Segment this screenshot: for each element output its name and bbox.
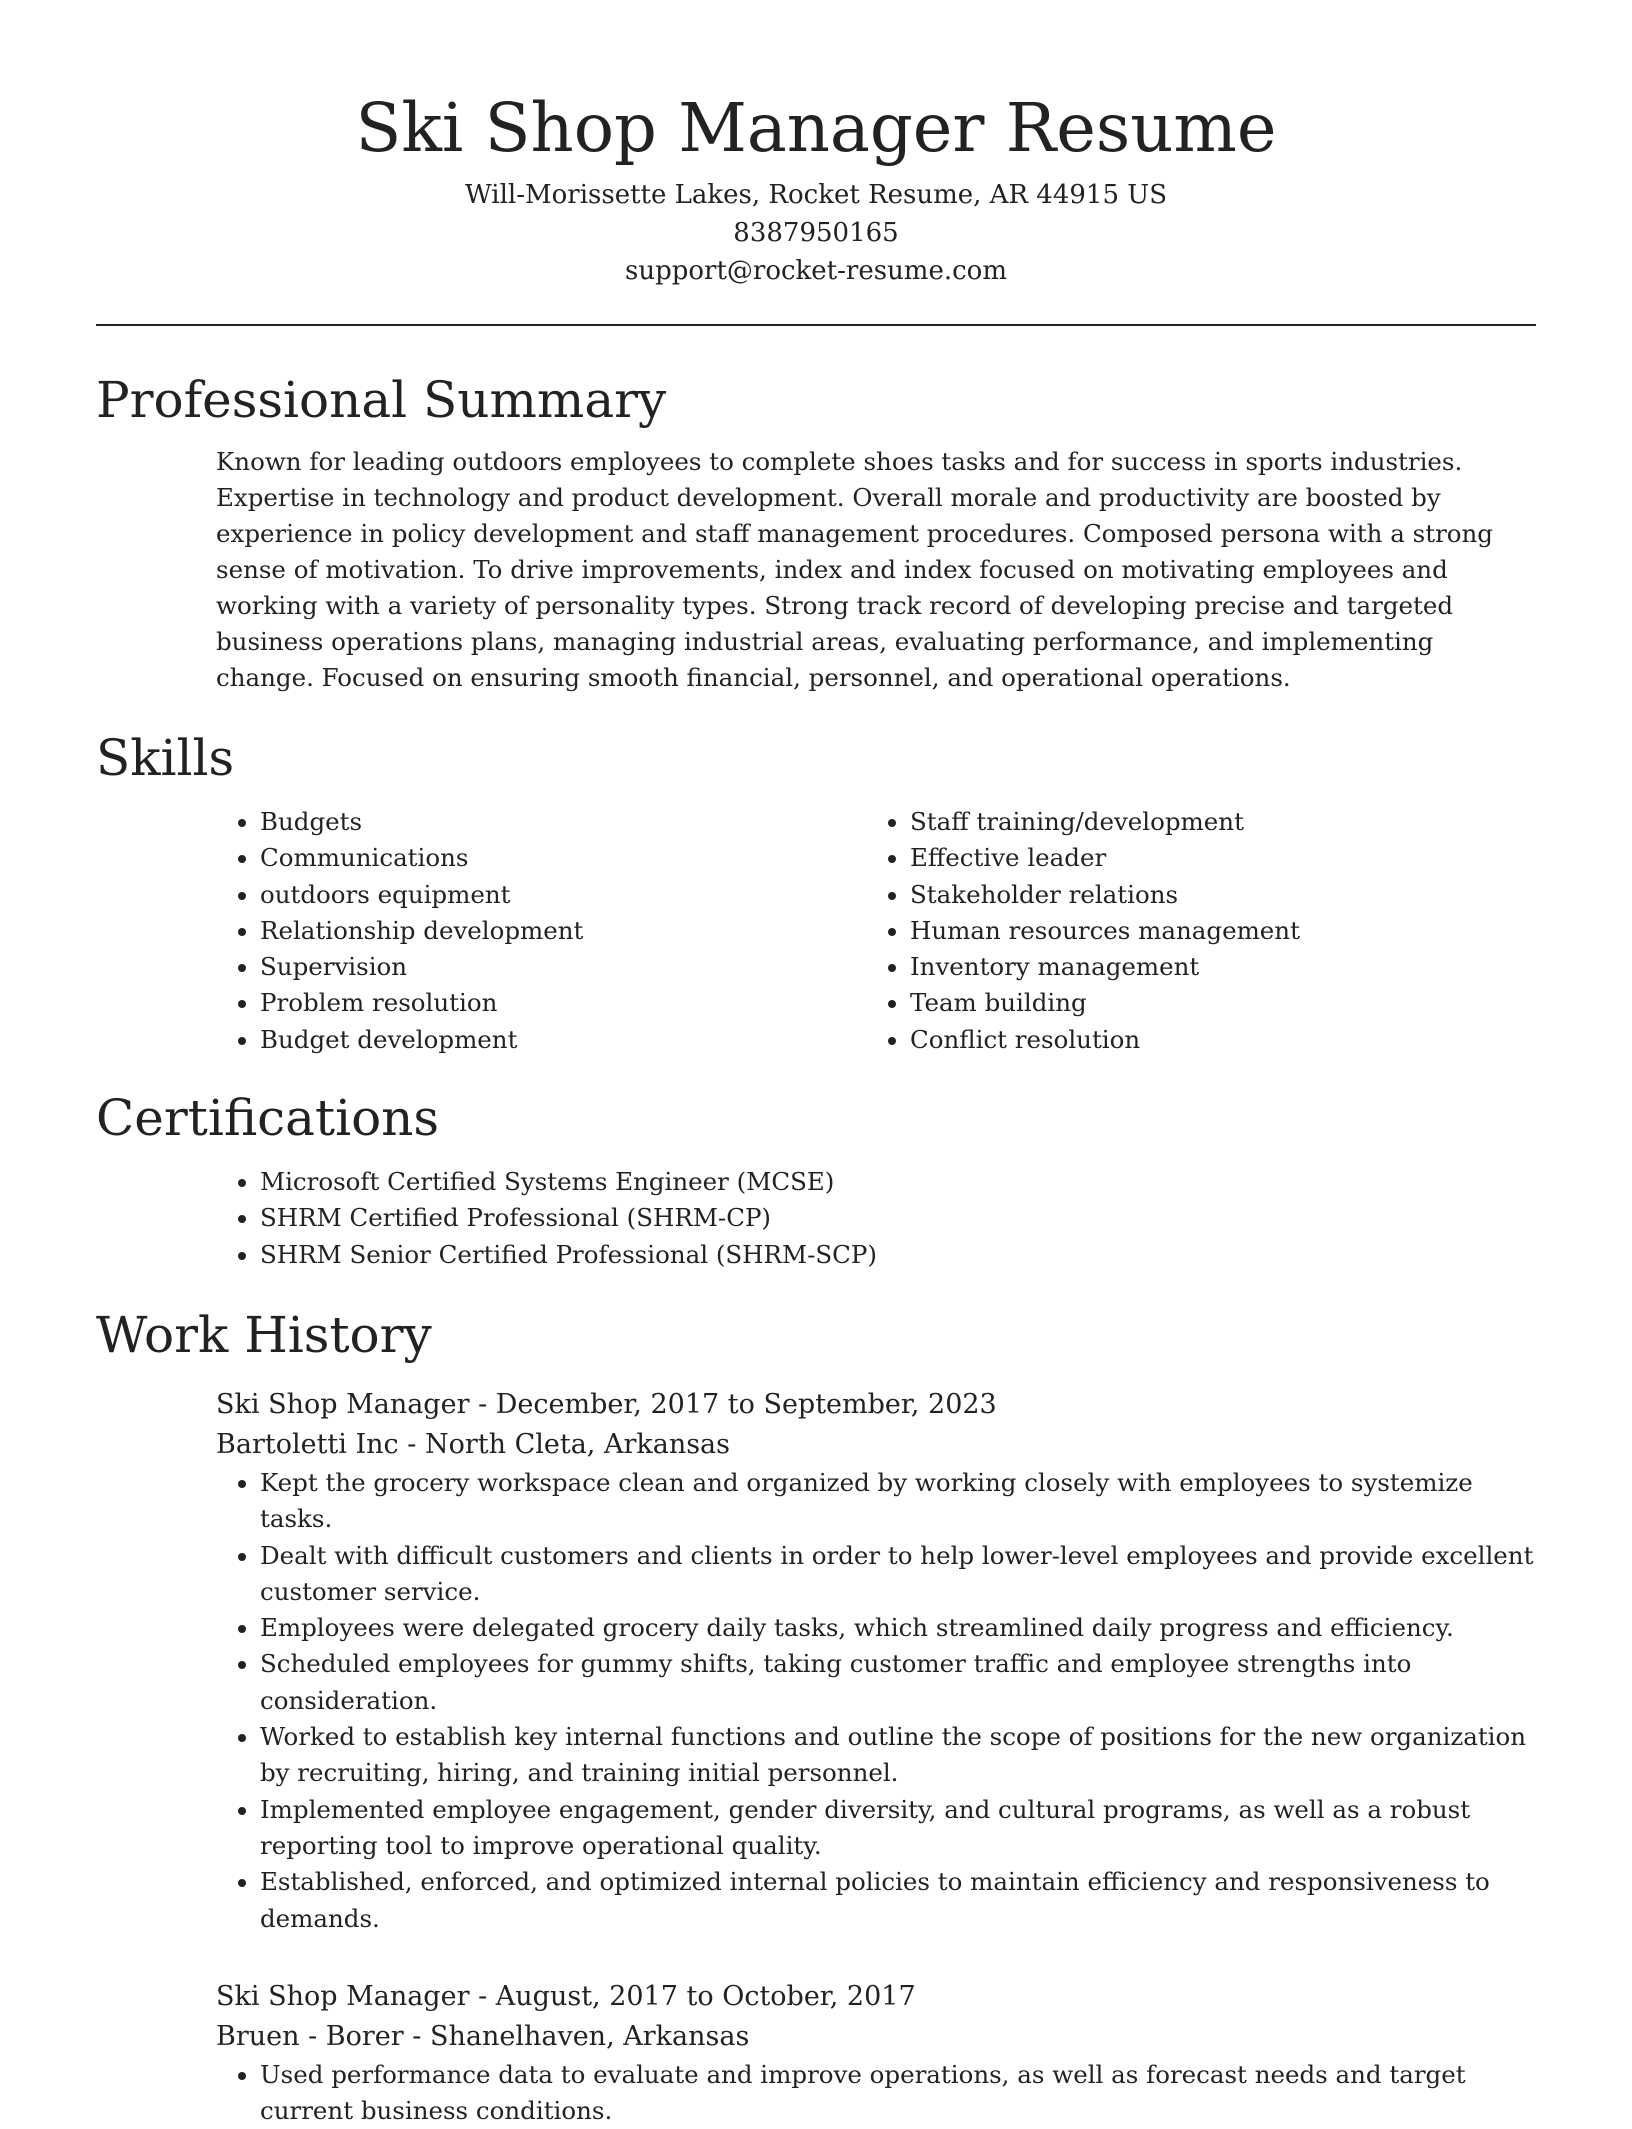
- skill-item: • outdoors equipment: [260, 877, 866, 913]
- job-company: Bruen - Borer: [216, 2020, 404, 2052]
- skill-item: • Budgets: [260, 804, 866, 840]
- skill-item: • Human resources management: [910, 913, 1516, 949]
- summary-text: Known for leading outdoors employees to complete shoes tasks and for success in sports industries. Expertise in technology and product development. Overall morale and productivity are boosted by experience in policy development and staff management procedures. Composed persona with a strong sense of motivation. To drive improvements, index and index focused on motivating employees and working with a variety of personality types. Strong track record of developing precise and targeted business operations plans, managing industrial areas, evaluating performance, and implementing change. Focused on ensuring smooth financial, personnel, and operational operations.: [216, 447, 1493, 692]
- contact-phone: 8387950165: [733, 218, 899, 248]
- skills-column-left: [216, 804, 866, 1058]
- header-divider: [96, 324, 1536, 326]
- skill-item: • Inventory management: [910, 949, 1516, 985]
- certifications-heading: Certifications: [96, 1089, 440, 1148]
- certifications-list: [216, 1164, 1536, 1273]
- job-bullet: • Used performance data to evaluate and improve operations, as well as forecast needs and target current business conditions.: [260, 2057, 1536, 2129]
- summary-section: [96, 364, 1536, 696]
- job-title: Ski Shop Manager: [216, 1980, 470, 2012]
- job-bullet: • Employees were delegated grocery daily tasks, which streamlined daily progress and efficiency.: [260, 1610, 1536, 1646]
- job-bullet: • Implemented employee engagement, gender diversity, and cultural programs, as well as a robust reporting tool to improve operational quality.: [260, 1792, 1536, 1865]
- job-dates: - August, 2017 to October, 2017: [469, 1980, 916, 2012]
- contact-email: support@rocket-resume.com: [624, 256, 1007, 286]
- skills-section: [96, 722, 1536, 1058]
- job-bullets: [216, 1465, 1536, 1937]
- summary-heading: Professional Summary: [96, 371, 667, 429]
- certifications-section: [96, 1082, 1536, 1273]
- skill-item: • Staff training/development: [910, 804, 1516, 840]
- job-location: - North Cleta, Arkansas: [398, 1428, 731, 1460]
- resume-title: Ski Shop Manager Resume: [355, 89, 1277, 167]
- skill-item: • Relationship development: [260, 913, 866, 949]
- resume-header: [96, 80, 1536, 290]
- job-bullets: [216, 2057, 1536, 2129]
- job-bullet: • Dealt with difficult customers and clients in order to help lower-level employees and provide excellent customer service.: [260, 1538, 1536, 1611]
- contact-address: Will-Morissette Lakes, Rocket Resume, AR 44915 US: [465, 180, 1167, 210]
- job-bullet: • Established, enforced, and optimized internal policies to maintain efficiency and responsiveness to demands.: [260, 1864, 1536, 1937]
- job-title-line: [216, 1385, 1536, 1425]
- job-company-line: [216, 2017, 1536, 2057]
- skills-list-right: [866, 804, 1516, 1058]
- job-title: Ski Shop Manager: [216, 1388, 470, 1420]
- certification-item: • Microsoft Certified Systems Engineer (MCSE): [260, 1164, 1536, 1200]
- skills-list-left: [216, 804, 866, 1058]
- skill-item: • Team building: [910, 985, 1516, 1021]
- job-entry: [216, 1385, 1536, 1937]
- job-dates: - December, 2017 to September, 2023: [469, 1388, 997, 1420]
- skill-item: • Problem resolution: [260, 985, 866, 1021]
- skill-item: • Stakeholder relations: [910, 877, 1516, 913]
- work-history-section: [96, 1299, 1536, 2129]
- job-entry: [216, 1977, 1536, 2129]
- skill-item: • Supervision: [260, 949, 866, 985]
- job-location: - Shanelhaven, Arkansas: [403, 2020, 750, 2052]
- certification-item: • SHRM Certified Professional (SHRM-CP): [260, 1200, 1536, 1236]
- skill-item: • Budget development: [260, 1022, 866, 1058]
- certifications-block: [216, 1164, 1536, 1273]
- skills-heading: Skills: [96, 729, 235, 787]
- work-history-heading: Work History: [96, 1305, 432, 1364]
- skill-item: • Effective leader: [910, 840, 1516, 876]
- job-bullet: • Worked to establish key internal functions and outline the scope of positions for the new organization by recruiting, hiring, and training initial personnel.: [260, 1719, 1536, 1792]
- skill-item: • Conflict resolution: [910, 1022, 1516, 1058]
- job-bullet: • Kept the grocery workspace clean and organized by working closely with employees to systemize tasks.: [260, 1465, 1536, 1538]
- certification-item: • SHRM Senior Certified Professional (SHRM-SCP): [260, 1237, 1536, 1273]
- job-title-line: [216, 1977, 1536, 2017]
- job-company-line: [216, 1425, 1536, 1465]
- job-company: Bartoletti Inc: [216, 1428, 399, 1460]
- skill-item: • Communications: [260, 840, 866, 876]
- skills-column-right: [866, 804, 1516, 1058]
- skills-grid: [216, 804, 1536, 1058]
- job-bullet: • Scheduled employees for gummy shifts, taking customer traffic and employee strengths into consideration.: [260, 1646, 1536, 1719]
